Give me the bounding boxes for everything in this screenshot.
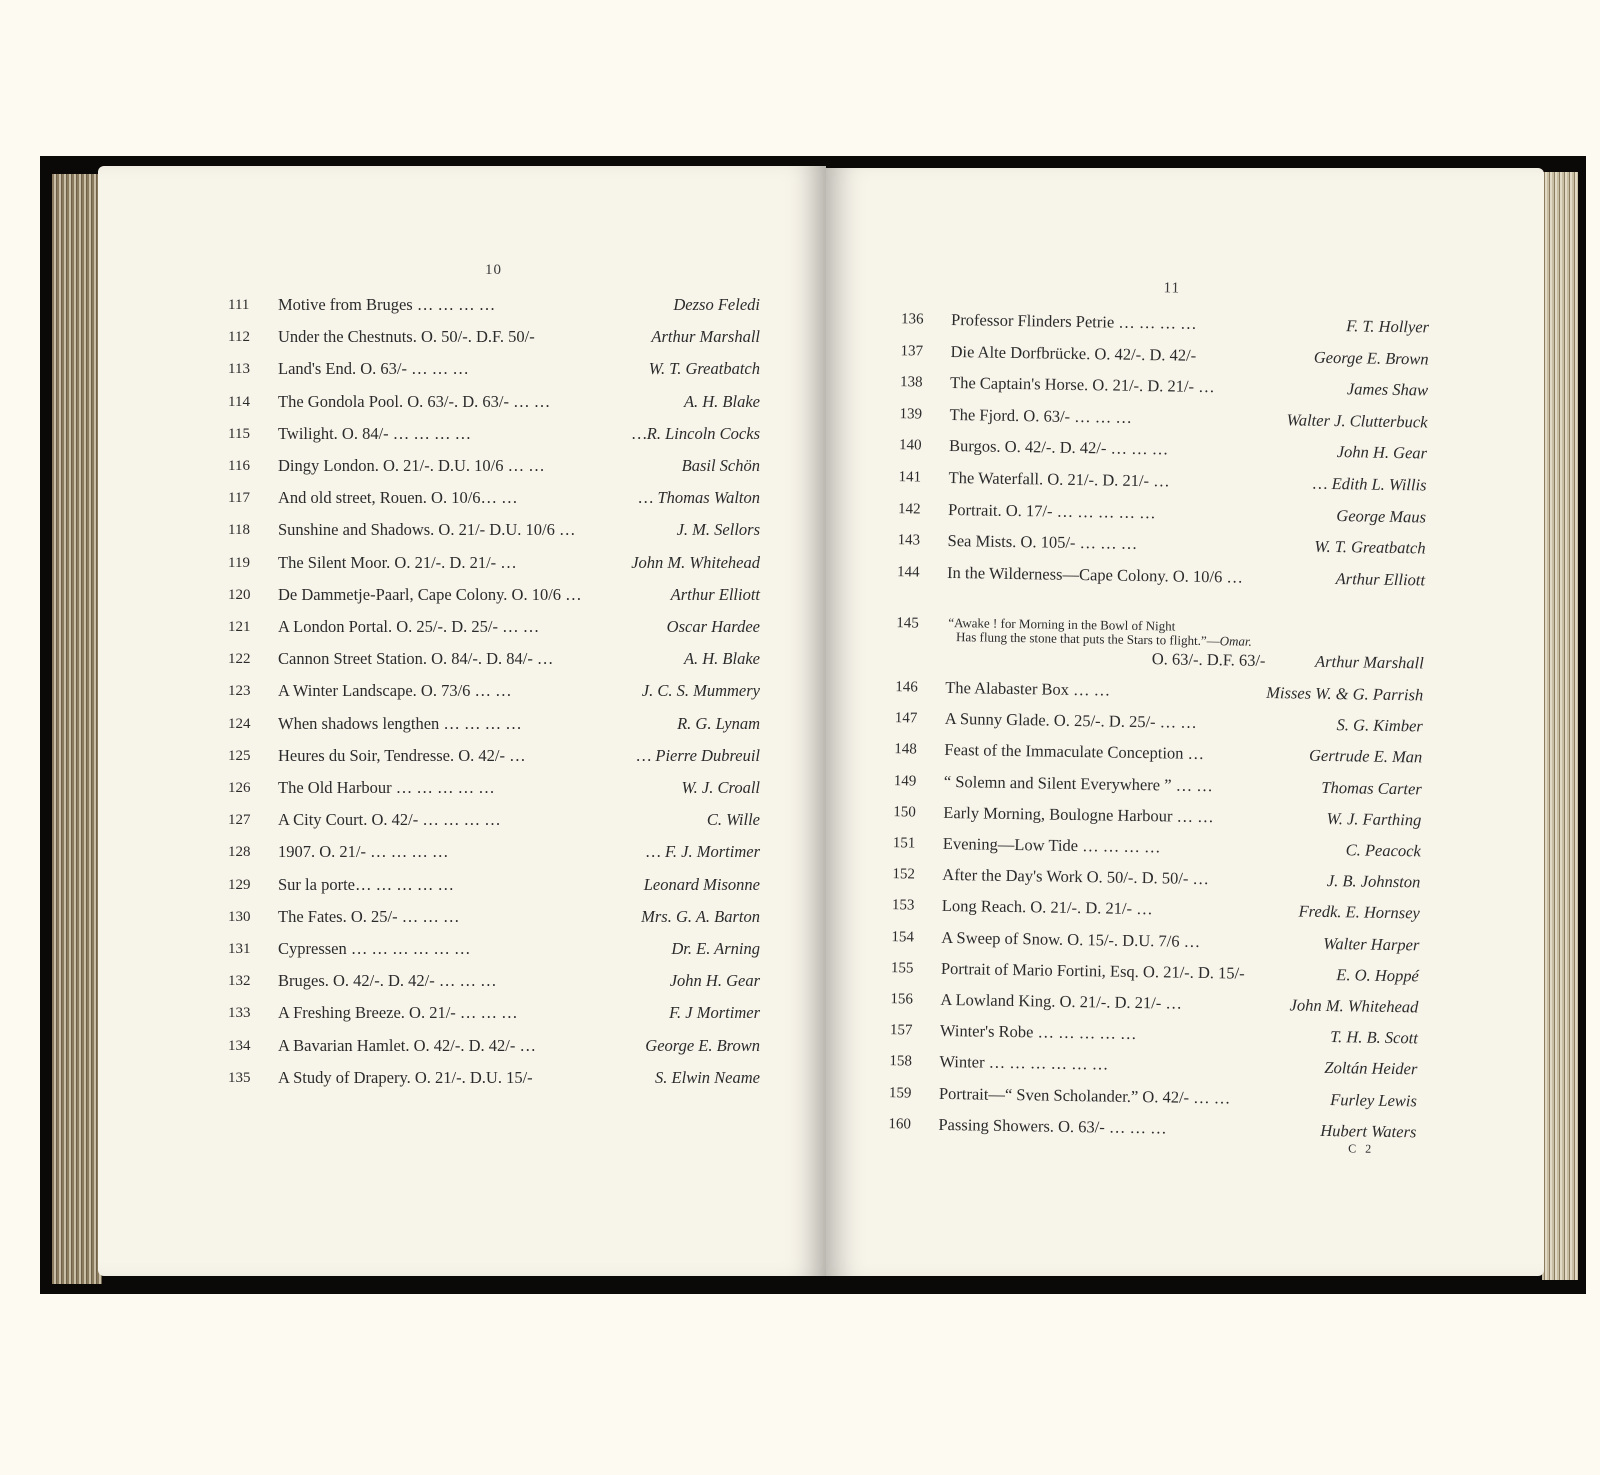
entry-row xyxy=(892,861,1420,895)
entry-artist: Furley Lewis xyxy=(1330,1089,1418,1110)
entry-title: “ Solemn and Silent Everywhere ” … … xyxy=(943,771,1213,795)
entry-number: 136 xyxy=(900,311,924,328)
entry-title: The Silent Moor. O. 21/-. D. 21/- … xyxy=(278,552,517,572)
entry-title: Cypressen … … … … … … xyxy=(278,939,471,958)
entry-number: 114 xyxy=(228,393,250,410)
entry-number: 156 xyxy=(890,991,914,1008)
entry-title: Early Morning, Boulogne Harbour … … xyxy=(943,802,1214,826)
entry-number: 137 xyxy=(900,342,924,360)
entry-row xyxy=(894,768,1422,802)
entry-artist: George E. Brown xyxy=(645,1035,760,1055)
entry-row xyxy=(888,1111,1416,1145)
entry-row xyxy=(892,893,1420,927)
entry-number: 138 xyxy=(899,374,923,391)
entry-title: A Study of Drapery. O. 21/-. D.U. 15/- xyxy=(278,1067,533,1087)
entry-artist: W. J. Croall xyxy=(681,778,760,797)
entry-number: 116 xyxy=(228,458,250,474)
entry-artist: Arthur Elliott xyxy=(670,584,760,604)
entry-number: 152 xyxy=(892,866,915,883)
entry-artist: W. T. Greatbatch xyxy=(648,359,760,379)
entry-artist: Walter J. Clutterbuck xyxy=(1286,410,1428,432)
entry-number: 139 xyxy=(899,405,923,423)
entry-artist: Leonard Misonne xyxy=(643,874,760,894)
entry-artist: E. O. Hoppé xyxy=(1336,964,1419,986)
entry-number: 153 xyxy=(891,897,915,914)
entry-title: A London Portal. O. 25/-. D. 25/- … … xyxy=(278,617,540,636)
entry-number: 144 xyxy=(897,563,920,581)
entry-artist: Mrs. G. A. Barton xyxy=(641,906,760,926)
entry-title: Professor Flinders Petrie … … … … xyxy=(950,309,1197,333)
right-page-number: 11 xyxy=(1163,280,1181,297)
entry-row xyxy=(901,306,1429,340)
entry-title: Passing Showers. O. 63/- … … … xyxy=(938,1114,1167,1138)
entry-row xyxy=(890,986,1418,1020)
entry-artist: A. H. Blake xyxy=(683,391,760,411)
entry-number: 125 xyxy=(228,747,251,764)
left-page-number: 10 xyxy=(485,262,502,278)
entry-artist: Arthur Elliott xyxy=(1335,568,1426,590)
entry-artist: S. G. Kimber xyxy=(1336,715,1423,736)
entry-number: 155 xyxy=(890,959,914,977)
entry-number: 149 xyxy=(893,772,917,790)
entry-artist: John H. Gear xyxy=(1336,442,1428,463)
entry-number: 141 xyxy=(898,469,922,486)
entry-row xyxy=(891,955,1419,989)
entry-title: Evening—Low Tide … … … … xyxy=(942,833,1161,857)
entry-145-artist: Arthur Marshall xyxy=(1314,651,1424,673)
entry-title: De Dammetje-Paarl, Cape Colony. O. 10/6 … xyxy=(278,584,582,604)
quote-text: Has flung the stone that puts the Stars to flight.”— xyxy=(956,629,1220,649)
entry-number: 160 xyxy=(888,1115,912,1133)
entry-title: The Old Harbour … … … … … xyxy=(278,778,495,797)
entry-artist: C. Peacock xyxy=(1345,840,1421,861)
entry-title: Sur la porte… … … … … xyxy=(278,874,454,894)
entry-145-prices-row xyxy=(896,642,1424,676)
entry-number: 142 xyxy=(897,500,921,518)
entry-title: Under the Chestnuts. O. 50/-. D.F. 50/- xyxy=(278,327,535,347)
entry-number: 146 xyxy=(895,679,918,696)
entry-number: 154 xyxy=(891,928,915,946)
entry-title: Portrait of Mario Fortini, Esq. O. 21/-. D. 15/- xyxy=(940,958,1245,983)
entry-artist: John M. Whitehead xyxy=(631,552,760,572)
entry-title: In the Wilderness—Cape Colony. O. 10/6 … xyxy=(946,562,1244,587)
entry-145-prices: O. 63/-. D.F. 63/- xyxy=(1151,649,1266,670)
entry-title: And old street, Rouen. O. 10/6… … xyxy=(278,488,518,508)
entry-number: 112 xyxy=(228,329,250,346)
entry-artist: Gertrude E. Man xyxy=(1308,746,1423,767)
entry-title: A Sunny Glade. O. 25/-. D. 25/- … … xyxy=(944,709,1198,733)
entry-artist: F. T. Hollyer xyxy=(1346,316,1430,337)
entry-number: 132 xyxy=(228,973,251,990)
entry-number: 143 xyxy=(897,532,921,549)
entry-artist: Dr. E. Arning xyxy=(671,939,760,958)
entry-title: A Sweep of Snow. O. 15/-. D.U. 7/6 … xyxy=(941,927,1201,951)
entry-number: 113 xyxy=(228,361,250,378)
entry-title: Twilight. O. 84/- … … … … xyxy=(278,423,472,443)
entry-title: After the Day's Work O. 50/-. D. 50/- … xyxy=(942,865,1210,889)
entry-title: Portrait. O. 17/- … … … … … xyxy=(947,499,1156,522)
entry-number: 126 xyxy=(228,780,251,796)
entry-number: 147 xyxy=(894,710,918,727)
quote-source: Omar. xyxy=(1219,633,1252,649)
entry-number: 135 xyxy=(228,1069,251,1086)
entry-title: Winter … … … … … … xyxy=(939,1052,1109,1074)
entry-number: 115 xyxy=(228,425,250,442)
entry-artist: George E. Brown xyxy=(1313,347,1429,369)
entry-number: 121 xyxy=(228,619,251,635)
entry-row xyxy=(895,674,1423,708)
entry-title: Motive from Bruges … … … … xyxy=(278,295,496,314)
entry-row xyxy=(900,369,1428,403)
quote-line-1: “Awake ! for Morning in the Bowl of Night xyxy=(948,614,1176,634)
entry-row xyxy=(890,1017,1418,1051)
entry-artist: C. Wille xyxy=(706,810,760,830)
entry-title: Winter's Robe … … … … … xyxy=(939,1021,1137,1044)
entry-artist: A. H. Blake xyxy=(683,649,760,669)
entry-artist: Dezso Feledi xyxy=(673,295,760,314)
entry-title: 1907. O. 21/- … … … … xyxy=(278,842,449,862)
entry-title: The Waterfall. O. 21/-. D. 21/- … xyxy=(948,467,1170,491)
entry-number: 128 xyxy=(228,844,251,861)
entry-number: 111 xyxy=(228,297,250,313)
entry-artist: T. H. B. Scott xyxy=(1330,1027,1419,1048)
entry-title: Long Reach. O. 21/-. D. 21/- … xyxy=(941,896,1153,919)
entry-artist: … Thomas Walton xyxy=(638,488,760,508)
entry-row xyxy=(898,464,1426,498)
entry-artist: Thomas Carter xyxy=(1321,777,1422,799)
entry-row xyxy=(899,401,1427,435)
entry-artist: John M. Whitehead xyxy=(1289,995,1419,1017)
entry-row xyxy=(898,496,1426,530)
entry-artist: Misses W. & G. Parrish xyxy=(1266,682,1424,705)
entry-artist: W. J. Farthing xyxy=(1326,808,1422,830)
entry-row xyxy=(889,1080,1417,1114)
entry-title: Feast of the Immaculate Conception … xyxy=(944,740,1205,764)
entry-row xyxy=(897,527,1425,561)
entry-number: 157 xyxy=(889,1022,913,1039)
entry-title: Cannon Street Station. O. 84/-. D. 84/- … xyxy=(278,649,554,669)
entry-row xyxy=(894,737,1422,771)
entry-title: A Bavarian Hamlet. O. 42/-. D. 42/- … xyxy=(278,1035,536,1055)
entry-title: Sea Mists. O. 105/- … … … xyxy=(947,531,1138,554)
entry-number: 130 xyxy=(228,908,251,925)
entry-row xyxy=(893,830,1421,864)
entry-number: 120 xyxy=(228,586,251,603)
entry-title: Heures du Soir, Tendresse. O. 42/- … xyxy=(278,745,526,765)
entry-number: 131 xyxy=(228,941,251,957)
entry-artist: W. T. Greatbatch xyxy=(1314,536,1426,558)
entry-number: 148 xyxy=(894,741,917,758)
entry-artist: … F. J. Mortimer xyxy=(646,842,760,862)
entry-title: The Fjord. O. 63/- … … … xyxy=(949,404,1133,427)
entry-title: Bruges. O. 42/-. D. 42/- … … … xyxy=(278,971,497,991)
entry-number: 124 xyxy=(228,715,251,732)
entry-artist: James Shaw xyxy=(1346,379,1429,400)
entry-title: The Captain's Horse. O. 21/-. D. 21/- … xyxy=(949,373,1215,397)
entry-title: The Fates. O. 25/- … … … xyxy=(278,906,460,926)
entry-artist: J. M. Sellors xyxy=(676,520,760,540)
entry-artist: George Maus xyxy=(1336,505,1427,527)
entry-title: Portrait—“ Sven Scholander.” O. 42/- … … xyxy=(938,1083,1231,1108)
entry-artist: Arthur Marshall xyxy=(651,327,760,347)
entry-artist: S. Elwin Neame xyxy=(655,1067,760,1087)
entry-number: 119 xyxy=(228,554,250,571)
entry-title: The Gondola Pool. O. 63/-. D. 63/- … … xyxy=(278,391,551,411)
entry-number: 140 xyxy=(898,437,922,454)
entry-artist: Walter Harper xyxy=(1323,933,1420,955)
entry-number: 127 xyxy=(228,812,251,829)
entry-number: 117 xyxy=(228,490,250,507)
entry-title: Burgos. O. 42/-. D. 42/- … … … xyxy=(948,436,1169,459)
entry-artist: Basil Schön xyxy=(681,456,760,475)
entry-row xyxy=(889,1048,1417,1082)
entry-row xyxy=(895,705,1423,739)
entry-artist: …R. Lincoln Cocks xyxy=(632,423,760,443)
entry-row xyxy=(900,338,1428,372)
entry-title: Die Alte Dorfbrücke. O. 42/-. D. 42/- xyxy=(950,341,1197,365)
entry-number: 150 xyxy=(893,803,916,821)
entry-number: 122 xyxy=(228,651,251,668)
entry-row xyxy=(893,799,1421,833)
entry-number: 134 xyxy=(228,1037,251,1054)
entry-artist: R. G. Lynam xyxy=(677,713,760,733)
entry-artist: F. J Mortimer xyxy=(669,1003,760,1023)
entry-artist: … Pierre Dubreuil xyxy=(636,745,760,765)
entry-artist: J. B. Johnston xyxy=(1326,871,1421,892)
entry-title: A City Court. O. 42/- … … … … xyxy=(278,810,501,830)
entry-number: 123 xyxy=(228,683,251,700)
entry-title: A Lowland King. O. 21/-. D. 21/- … xyxy=(940,989,1183,1013)
entry-artist: Fredk. E. Hornsey xyxy=(1298,901,1420,923)
entry-artist: John H. Gear xyxy=(669,971,760,991)
entry-artist: J. C. S. Mummery xyxy=(641,681,760,701)
entry-title: Land's End. O. 63/- … … … xyxy=(278,359,469,379)
entry-number: 158 xyxy=(889,1053,913,1070)
entry-title: Sunshine and Shadows. O. 21/- D.U. 10/6 … xyxy=(278,520,576,540)
entry-title: When shadows lengthen … … … … xyxy=(278,713,522,733)
entry-title: The Alabaster Box … … xyxy=(945,677,1111,700)
entry-row xyxy=(899,433,1427,467)
entry-artist: Oscar Hardee xyxy=(666,617,760,636)
entry-title: A Freshing Breeze. O. 21/- … … … xyxy=(278,1003,518,1023)
entry-number: 133 xyxy=(228,1005,251,1022)
entry-number: 151 xyxy=(892,835,916,852)
entry-number: 118 xyxy=(228,522,250,539)
entry-artist: Hubert Waters xyxy=(1320,1120,1417,1142)
entry-artist: Zoltán Heider xyxy=(1324,1058,1418,1079)
entry-artist: … Edith L. Willis xyxy=(1312,473,1427,495)
entry-row xyxy=(891,924,1419,958)
signature-mark: C 2 xyxy=(1348,1141,1375,1156)
entry-title: A Winter Landscape. O. 73/6 … … xyxy=(278,681,512,701)
entry-number: 129 xyxy=(228,876,251,893)
entry-title: Dingy London. O. 21/-. D.U. 10/6 … … xyxy=(278,456,545,475)
entry-row xyxy=(897,559,1425,593)
entry-number: 159 xyxy=(888,1084,912,1102)
entry-number: 145 xyxy=(896,615,919,632)
